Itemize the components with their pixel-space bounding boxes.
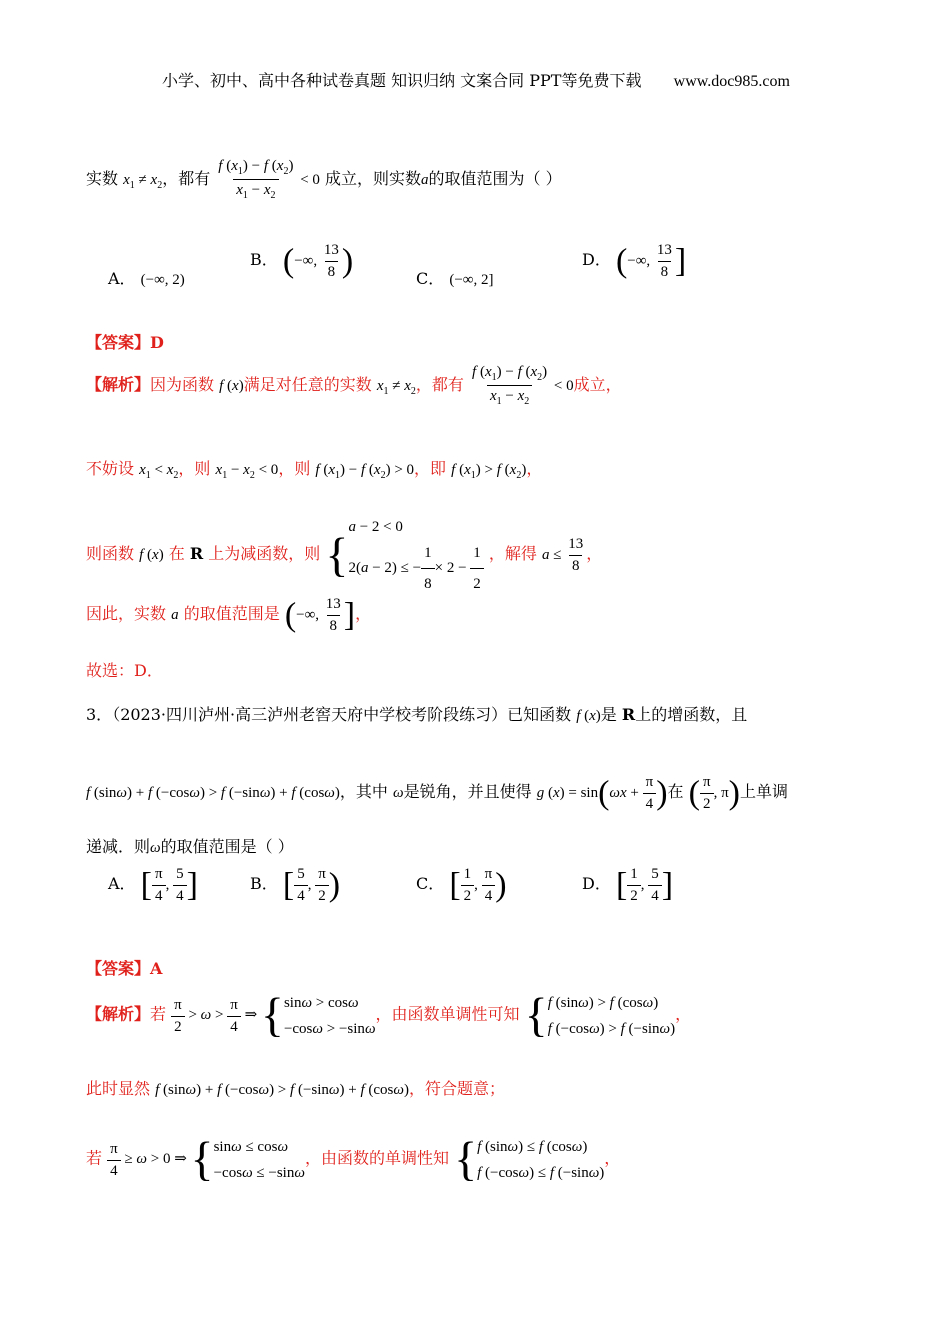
q2-option-b[interactable]: B． (−∞, $\frac{13}{8}$ ) xyxy=(250,242,354,280)
q3-option-b[interactable]: B． [ $\frac{5}{4}$ , $\frac{\pi}{2}$ ) xyxy=(250,866,341,904)
q3-analysis-line1: 【解析】若 $\frac{\pi}{2}$ > ω > $\frac{\pi}{4}$ ⇒ { sinω > cosω −cosω > −sinω ，由函数单调性可知 { f (sinω) > f (cosω) f (−cosω) > f (−sinω) ， xyxy=(86,989,692,1042)
q3-answer: 【答案】A xyxy=(86,959,163,978)
q3-stem-line2: f (sinω) + f (−cosω) > f (−sinω) + f (cosω)，其中 ω是锐角，并且使得 g (x) = sin(ωx + $\frac{\pi}{4}$ )在 ( $\frac{\pi}{2}$ , π)上单调 xyxy=(86,774,788,812)
option-d-value: (−∞, $\frac{13}{8}$ ] xyxy=(615,242,687,280)
option-c-value: (−∞, 2] xyxy=(449,272,494,288)
option-d-value: [ $\frac{1}{2}$ , $\frac{5}{4}$ ] xyxy=(615,866,674,904)
q2-option-d[interactable]: D． (−∞, $\frac{13}{8}$ ] xyxy=(582,242,687,280)
page-header xyxy=(162,68,790,91)
q3-option-d[interactable]: D． [ $\frac{1}{2}$ , $\frac{5}{4}$ ] xyxy=(582,866,674,904)
q2-analysis-line3: 则函数 f (x) 在 R 上为减函数，则 { a − 2 < 0 2(a − 2) ≤ − $\frac{1}{8}$ × 2 − $\frac{1}{2}$ ，解得 a ≤ $\frac{13}{8}$ ， xyxy=(86,514,602,597)
q2-option-c[interactable]: C． (−∞, 2] xyxy=(416,269,494,288)
math-difference-quotient: $\frac{f (x_1) - f (x_2)}{x_1 - x_2}$ xyxy=(218,158,294,201)
q2-stem-line: 实数 $x_1 \ne x_2$，都有 $\frac{f (x_1) - f (x_2)}{x_1 - x_2}$ < 0 成立，则实数a的取值范围为（ ） xyxy=(86,158,562,201)
option-a-value: [ $\frac{\pi}{4}$ , $\frac{5}{4}$ ] xyxy=(140,866,198,904)
q3-stem-line3: 递减．则ω的取值范围是（ ） xyxy=(86,837,294,856)
q2-analysis-line4: 因此，实数 a 的取值范围是 (−∞, $\frac{13}{8}$ ]， xyxy=(86,596,372,634)
q2-option-a[interactable]: A． (−∞, 2) xyxy=(108,269,185,288)
math-system-q2: { a − 2 < 0 2(a − 2) ≤ − $\frac{1}{8}$ × 2 − $\frac{1}{2}$ xyxy=(325,547,483,563)
math-inequality: f (sinω) + f (−cosω) > f (−sinω) + f (cosω) xyxy=(86,784,340,801)
q3-analysis-line3: 若 $\frac{\pi}{4}$ ≥ ω > 0 ⇒ { sinω ≤ cosω −cosω ≤ −sinω ，由函数的单调性知 { f (sinω) ≤ f (cosω) f (−cosω) ≤ f (−sinω) ， xyxy=(86,1133,621,1186)
option-a-value: (−∞, 2) xyxy=(140,272,185,288)
q3-analysis-line2: 此时显然 f (sinω) + f (−cosω) > f (−sinω) + f (cosω)，符合题意； xyxy=(86,1079,506,1098)
q2-analysis-line2: 不妨设 $x_1 < x_2$，则 $x_1 - x_2 < 0$，则 f $(x_1) - f$ $(x_2) > 0$，即 f $(x_1) > f$ $(x_2)$， xyxy=(86,459,543,481)
option-b-value: [ $\frac{5}{4}$ , $\frac{\pi}{2}$ ) xyxy=(282,866,341,904)
math-difference-quotient-2: $\frac{f (x_1) - f (x_2)}{x_1 - x_2}$ xyxy=(472,364,548,407)
q3-option-a[interactable]: A． [ $\frac{\pi}{4}$ , $\frac{5}{4}$ ] xyxy=(108,866,198,904)
option-c-value: [ $\frac{1}{2}$ , $\frac{\pi}{4}$ ) xyxy=(449,866,507,904)
header-site-link[interactable]: www.doc985.com xyxy=(673,73,790,90)
math-x1-neq-x2: $x_1 \ne x_2$ xyxy=(123,172,163,191)
header-text: 小学、初中、高中各种试卷真题 知识归纳 文案合同 PPT等免费下载 xyxy=(162,71,642,90)
q2-analysis-line1: 【解析】因为函数 f (x)满足对任意的实数 $x_1 \ne x_2$，都有 $\frac{f (x_1) - f (x_2)}{x_1 - x_2}$ < 0成立， xyxy=(86,364,622,407)
q2-answer: 【答案】D xyxy=(86,333,164,352)
q3-option-c[interactable]: C． [ $\frac{1}{2}$ , $\frac{\pi}{4}$ ) xyxy=(416,866,507,904)
q2-analysis-line5: 故选：D． xyxy=(86,661,163,680)
q3-stem-line1: 3．（2023·四川泸州·高三泸州老窖天府中学校考阶段练习）已知函数 f (x)是 R上的增函数，且 xyxy=(86,705,748,724)
option-b-value: (−∞, $\frac{13}{8}$ ) xyxy=(282,242,354,280)
